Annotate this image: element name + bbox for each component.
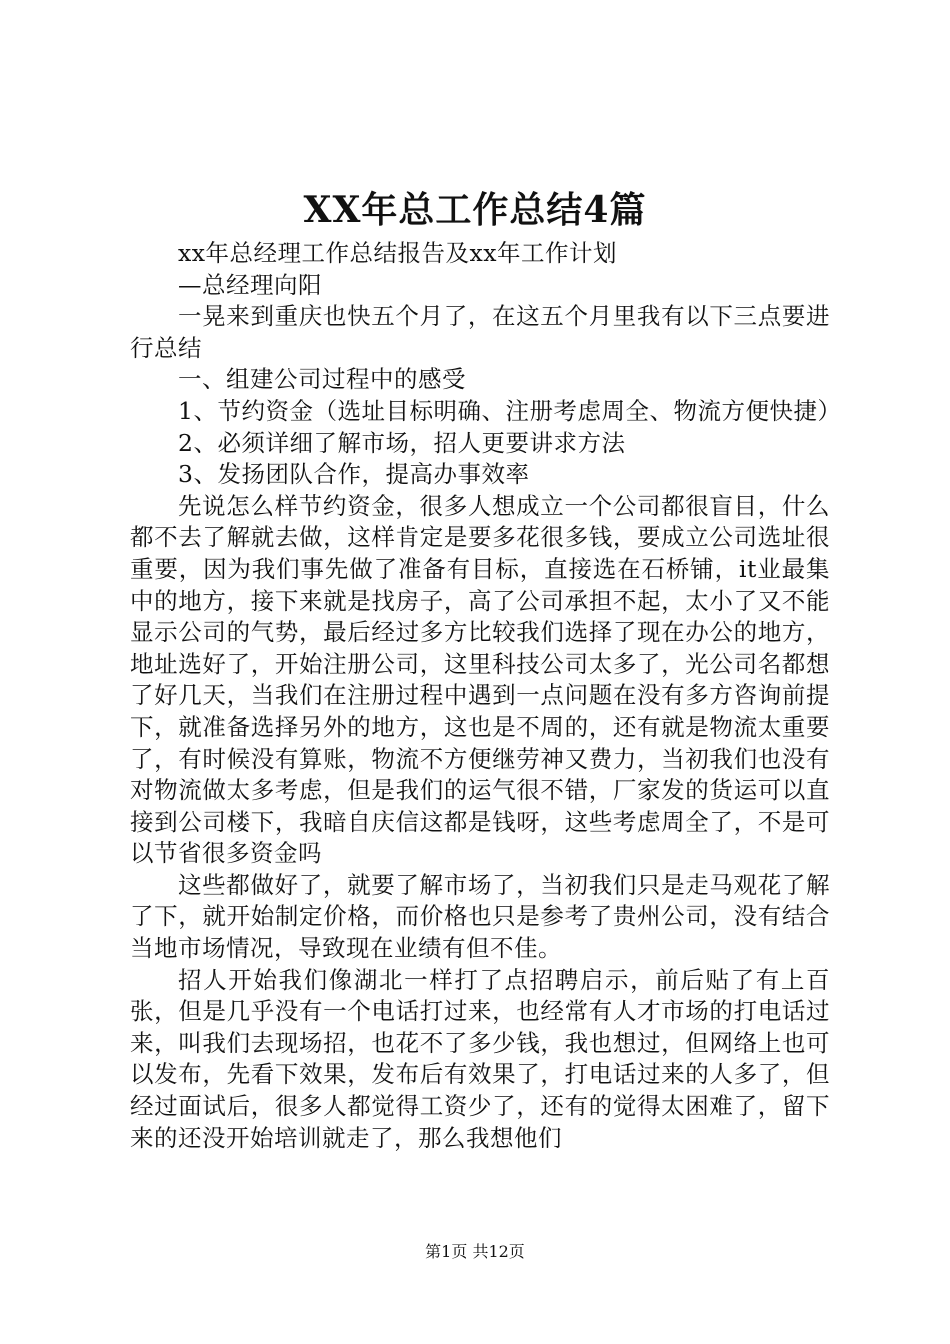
paragraph: 3、发扬团队合作，提高办事效率 — [178, 460, 530, 489]
paragraph: 一晃来到重庆也快五个月了，在这五个月里我有以下三点要进行总结 — [130, 302, 830, 362]
paragraph: 先说怎么样节约资金，很多人想成立一个公司都很盲目，什么都不去了解就去做，这样肯定是要多花很多钱，要成立公司选址很重要，因为我们事先做了准备有目标，直接选在石桥铺，it业最集中的地方，接下来就是找房子，高了公司承担不起，太小了又不能显示公司的气势，最后经过多方比较我们选择了现在办公的地方，地址选好了，开始注册公司，这里科技公司太多了，光公司名都想了好几天，当我们在注册过程中遇到一点问题在没有多方咨询前提下，就准备选择另外的地方，这也是不周的，还有就是物流太重要了，有时候没有算账，物流不方便继劳神又费力，当初我们也没有对物流做太多考虑，但是我们的运气很不错，厂家发的货运可以直接到公司楼下，我暗自庆信这都是钱呀，这些考虑周全了，不是可以节省很多资金吗 — [130, 491, 830, 868]
paragraph: 这些都做好了，就要了解市场了，当初我们只是走马观花了解了下，就开始制定价格，而价格也只是参考了贵州公司，没有结合当地市场情况，导致现在业绩有但不佳。 — [130, 870, 830, 963]
paragraph: 一、组建公司过程中的感受 — [178, 365, 466, 394]
paragraph: 2、必须详细了解市场，招人更要讲求方法 — [178, 428, 626, 457]
paragraph: —总经理向阳 — [178, 270, 322, 299]
paragraph: 招人开始我们像湖北一样打了点招聘启示，前后贴了有上百张，但是几乎没有一个电话打过来，也经常有人才市场的打电话过来，叫我们去现场招，也花不了多少钱，我也想过，但网络上也可以发布，先看下效果，发布后有效果了，打电话过来的人多了，但经过面试后，很多人都觉得工资少了，还有的觉得太困难了，留下来的还没开始培训就走了，那么我想他们 — [130, 965, 830, 1152]
page-number-footer: 第1页 共12页 — [425, 1242, 525, 1261]
document-body — [130, 238, 842, 1154]
document-title: XX年总工作总结4篇 — [303, 189, 647, 231]
paragraph: 1、节约资金（选址目标明确、注册考虑周全、物流方便快捷） — [178, 396, 842, 425]
paragraph: xx年总经理工作总结报告及xx年工作计划 — [178, 239, 618, 267]
